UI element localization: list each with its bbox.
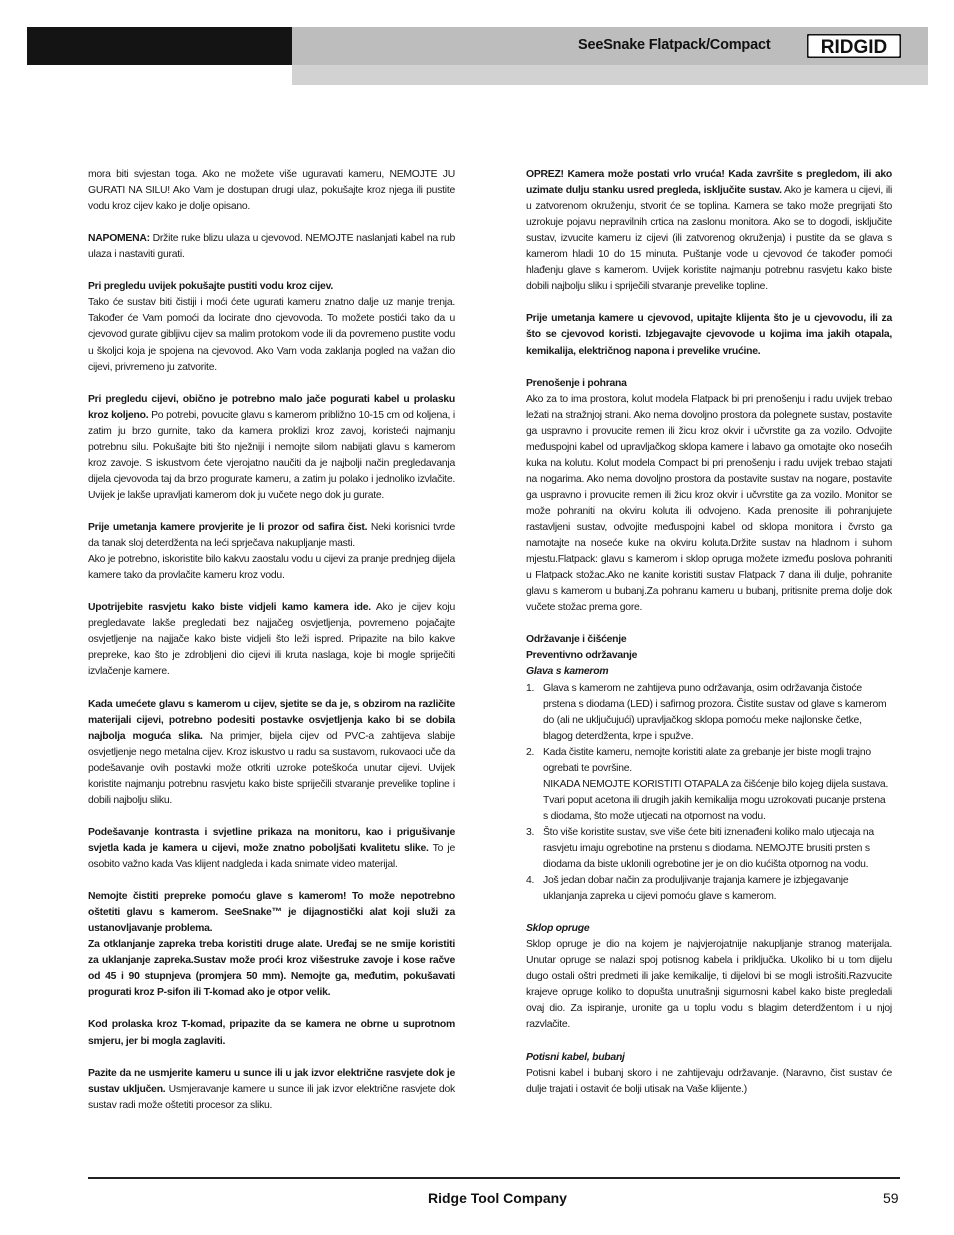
right-caution-paragraph: OPREZ! Kamera može postati vrlo vruća! Kada završite s pregledom, ili ako uzimate dulju stanku usred pregleda, isključite sustav. Ako je kamera u cijevi, ili u zatvorenom okruženju, stvorit će se toplina. Kamera se tako može pregrijati što uzrokuje pojavu nepravilnih crtica na zaslonu monitora. Ako se to dogodi, isključite sustav, izvucite kameru iz cijevi (ili zatvorenog okruženja) i pustite da se glava s kamerom hladi 10 do 15 minuta. Puštanje vode u cjevovod će također pomoći hlađenju glave s kamerom. Uvijek koristite najmanju potrebnu rasvjetu kako biste dobili najbolju sliku i spriječili stvaranje prevelike topline. xyxy=(526,169,893,293)
left-obstacles-paragraph: Nemojte čistiti prepreke pomoću glave s kamerom! To može nepotrebno oštetiti glavu s kamerom. SeeSnake™ je dijagnostički alat koji služi za ustanovljavanje problema. Za otklanjanje zapreka treba koristiti druge alate. Uređaj se ne smije koristiti za uklanjanje zapreka.Sustav može proći kroz višestruke zavoje i kose račve od 45 i 90 stupnjeva (promjera 50 mm). Nemojte ga, međutim, pokušavati progurati kroz P-sifon ili T-komad ako je otpor velik. xyxy=(88,891,455,999)
left-tee-paragraph: Kod prolaska kroz T-komad, pripazite da se kamera ne obrne u suprotnom smjeru, jer bi mogla zaglaviti. xyxy=(88,1019,455,1047)
logo-text: RIDGID xyxy=(820,37,888,58)
left-contrast-paragraph: Podešavanje kontrasta i svjetline prikaza na monitoru, kao i prigušivanje svjetla kada je kamera u cijevi, može znatno poboljšati kvalitetu slike. To je osobito važno kada Vas klijent nadgleda i kada snimate video materijal. xyxy=(88,826,455,871)
header-title: SeeSnake Flatpack/Compact xyxy=(578,37,771,53)
left-materials-paragraph: Kada umećete glavu s kamerom u cijev, sjetite se da je, s obzirom na različite materijali cijevi, potrebno podesiti postavke osvjetljenja kako bi se dobila najbolja moguća slika. Na primjer, bijela cijev od PVC-a zahtijeva slabije osvjetljenje nego metalna cijev. Kroz iskustvo u radu sa sustavom, rukovaoci uče da podešavanje ovih postavki može otkriti uzroke poteškoća unutar cijevi. Uvijek koristite najmanju potrebnu rasvjetu kako biste spriječili stvaranje prevelike topline i dobili najbolju sliku. xyxy=(88,698,455,806)
footer-company: Ridge Tool Company xyxy=(428,1190,567,1206)
left-sapphire-paragraph: Prije umetanja kamere provjerite je li prozor od safira čist. Neki korisnici tvrde da tanak sloj deterdženta na leći sprječava nakupljanje masti. Ako je potrebno, iskoristite bilo kakvu zaostalu vodu u cijevi za pranje prednjeg dijela kamere tako da provlačite kameru kroz vodu. xyxy=(88,522,455,582)
right-ask-client-paragraph: Prije umetanja kamere u cjevovod, upitajte klijenta što je u cjevovodu, ili za što se cjevovod koristi. Izbjegavajte cjevovode u kojima ima jakih otapala, kemikalija, električnog napona i prevelike vrućine. xyxy=(526,313,892,357)
right-column xyxy=(526,167,892,1114)
spring-heading: Sklop opruge xyxy=(526,923,590,935)
header-black-band xyxy=(27,27,292,65)
pushcable-heading: Potisni kabel, bubanj xyxy=(526,1051,625,1063)
list-item: 4. Još jedan dobar način za produljivanje trajanja kamere je izbjegavanje uklanjanja zapreka u cijevi pomoću glave s kamerom. xyxy=(526,875,849,903)
note-label: NAPOMENA: xyxy=(88,233,150,245)
left-column xyxy=(88,167,455,1130)
right-pushcable-paragraph: Potisni kabel, bubanj Potisni kabel i bubanj skoro i ne zahtijevaju održavanje. (Naravno, čist sustav će dulje trajati i ostavit će bolji utisak na Vaše klijente.) xyxy=(526,1051,892,1095)
right-transport-paragraph: Prenošenje i pohrana Ako za to ima prostora, kolut modela Flatpack bi pri prenošenju i radu uvijek trebao ležati na stražnjoj strani. Ako nema dovoljno prostora da polegnete sustav, postavite ga uspravno i provucite remen ili žicu kroz okvir i učvrstite ga za vozilo. Odvojite međuspojni kabel od upravljačkog sklopa kamere i labavo ga omotajte oko nosećih kuka na kolutu. Kolut modela Compact bi pri prenošenju i radu uvijek trebao stajati na nogarima. Ako nema dovoljno prostora da postavite sustav na nogare, postavite ga uspravno i provucite remen ili žicu kroz okvir i učvrstite ga za vozilo. Monitor se može pohraniti na okviru koluta ili odvojeno. Kada prenosite ili pohranjujete rastavljeni sustav, odvojite međuspojni kabel od sklopa monitora i čvrsto ga namotajte na noseće kuke na okviru koluta.Držite sustav na hladnom i suhom mjestu.Flatpack: glavu s kamerom i sklop opruga možete između poslova pohraniti u Flatpack stožac.Ako ne kanite koristiti sustav Flatpack 7 dana ili dulje, pohranite glavu s kamerom u bubanj.Za pohranu kameru u bubanj, pritisnite prema dolje dok vučete stožac prema gore. xyxy=(526,377,892,614)
maintenance-list xyxy=(526,681,892,906)
transport-heading: Prenošenje i pohrana xyxy=(526,377,627,389)
page-number: 59 xyxy=(883,1190,899,1206)
list-item: 1. Glava s kamerom ne zahtijeva puno održavanja, osim održavanja čistoće prstena s diodama (LED) i safirnog prozora. Čistite sustav od glave s kamerom do (ali ne uključujući) upravljačkog sklopa pomoću meke najlonske četke, blagog deterdženta, krpe i spužve. xyxy=(526,682,887,742)
header-gray-tab xyxy=(292,65,928,85)
right-spring-paragraph: Sklop opruge Sklop opruge je dio na kojem je najvjerojatnije nakupljanje stranog materijala. Unutar opruge se nalazi spoj potisnog kabela i priključka. Ukoliko bi u tom dijelu dugo ostali oštri predmeti ili jake kemikalije, ti dijelovi bi se mogli istrošiti.Razvucite krajeve opruge koliko to dopušta unutrašnji sigurnosni kabel kako biste pregledali ovaj dio. Za ispiranje, uronite ga u toplu vodu s blagim deterdžentom i u njoj razvlačite. xyxy=(526,923,892,1031)
left-sun-paragraph: Pazite da ne usmjerite kameru u sunce ili u jak izvor električne rasvjete dok je sustav uključen. Usmjeravanje kamere u sunce ili jak izvor električne rasvjete dok sustav radi može oštetiti procesor za sliku. xyxy=(88,1067,455,1111)
ridgid-logo xyxy=(807,34,901,58)
maintenance-heading: Održavanje i čišćenje Preventivno održavanje Glava s kamerom xyxy=(526,634,638,678)
left-lighting-paragraph: Upotrijebite rasvjetu kako biste vidjeli kamo kamera ide. Ako je cijev koju pregledavate lakše pregledati bez najjačeg osvjetljenja, povremeno pojačajte osvjetljenje na najjače kako biste vidjeli što leži ispred. Pripazite na bilo kakve prepreke, kao što je zdrobljeni dio cijevi ili kruta naslaga, koje bi mogle spriječiti izvlačenje kamere. xyxy=(88,602,455,678)
footer-divider xyxy=(88,1177,900,1179)
left-paragraph-1: mora biti svjestan toga. Ako ne možete više uguravati kameru, NEMOJTE JU GURATI NA SILU! Ako Vam je dostupan drugi ulaz, pokušajte kroz njega ili pustite vodu kroz cijev kako je dolje opisano. xyxy=(88,169,455,213)
list-item: 2. Kada čistite kameru, nemojte koristiti alate za grebanje jer biste mogli trajno ogrebati te površine. NIKADA NEMOJTE KORISTITI OTAPALA za čišćenje bilo kojeg dijela sustava. Tvari poput acetona ili drugih jakih kemikalija mogu uzrokovati pucanje prstena s diodama, što može utjecati na otpornost na vodu. xyxy=(526,746,889,822)
left-water-paragraph: Pri pregledu uvijek pokušajte pustiti vodu kroz cijev. Tako će sustav biti čistiji i moći ćete ugurati kameru znatno dalje uz manje trenja. Također će Vam pomoći da locirate dno cjevovoda. To možete postići tako da u cjevovod gurate gibljivu cijev sa malim protokom vode ili da povremeno pustite vodu u školjci koja je spojena na cjevovod. Ako Vam voda zaklanja pogled na važan dio cijevi, privremeno ju zatvorite. xyxy=(88,281,455,373)
left-bend-paragraph: Pri pregledu cijevi, obično je potrebno malo jače pogurati kabel u prolasku kroz koljeno. Po potrebi, povucite glavu s kamerom približno 10-15 cm od koljena, i zatim ju brzo gurnite, tako da kamera proklizi kroz zavoj, koristeći najmanju potrebnu silu. Pokušajte biti što nježniji i nemojte silom nabijati glavu s kamerom kroz zavoje. S iskustvom ćete vjerojatno naučiti da je najbolji način pregledavanja dijela cjevovoda taj da brzo progurate kameru, a zatim ju polako i jednoliko izvlačite. Uvijek je lakše upravljati kamerom dok ju vučete nego dok ju gurate. xyxy=(88,393,455,501)
list-item: 3. Što više koristite sustav, sve više ćete biti iznenađeni koliko malo utjecaja na rasvjetu imaju ogrebotine na prstenu s diodama. NEMOJTE brusiti prsten s diodama da biste uklonili ogrebotine jer je on dio kućišta otpornog na vodu. xyxy=(526,826,874,871)
left-note-paragraph: NAPOMENA: Držite ruke blizu ulaza u cjevovod. NEMOJTE naslanjati kabel na rub ulaza i nastaviti gurati. xyxy=(88,233,455,261)
